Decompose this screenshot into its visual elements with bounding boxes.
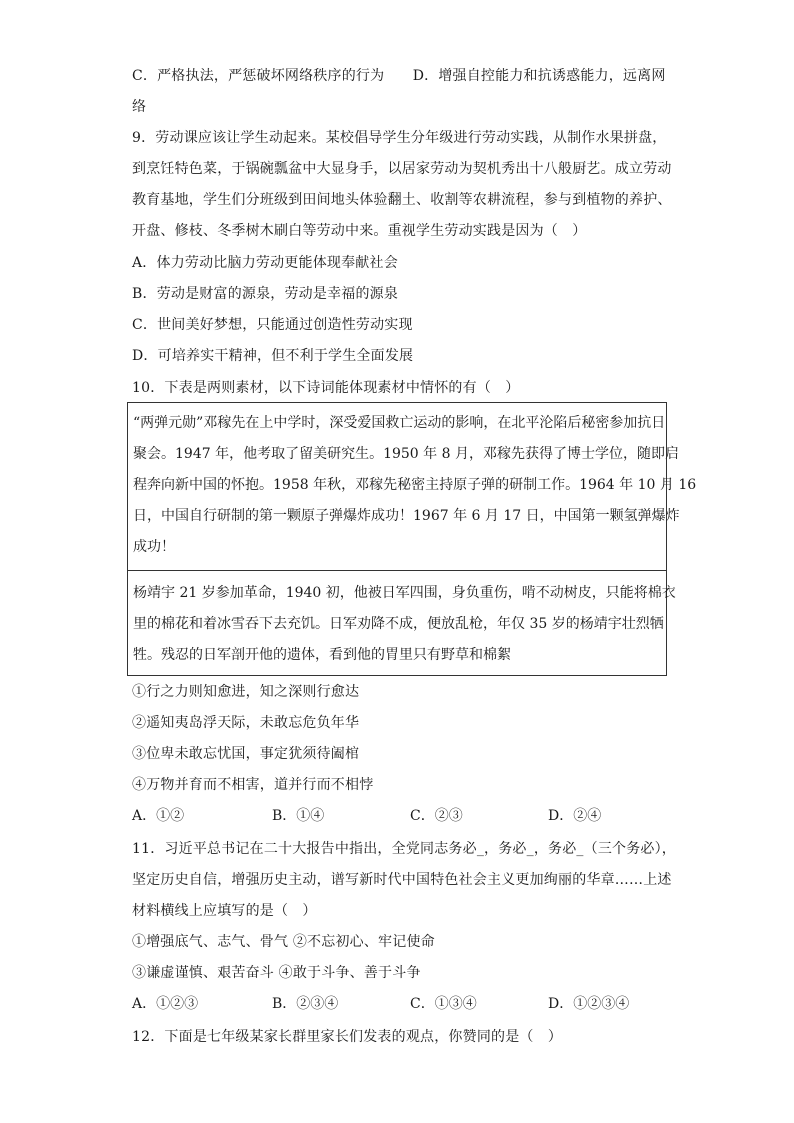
q9-option-a: A．体力劳动比脑力劳动更能体现奉献社会 <box>132 255 398 271</box>
q11-stem-3: 材料横线上应填写的是（ ） <box>132 903 317 919</box>
material-1-line: 成功！ <box>133 539 175 555</box>
table-divider <box>128 570 666 571</box>
q11-items-1-2: ①增强底气、志气、骨气 ②不忘初心、牢记使命 <box>132 934 435 950</box>
material-2-line: 杨靖宇 21 岁参加革命，1940 初，他被日军四围，身负重伤，啃不动树皮，只能将棉衣 <box>133 585 676 601</box>
q9-option-b: B．劳动是财富的源泉，劳动是幸福的源泉 <box>132 286 399 302</box>
q11-option-a[interactable]: A．①②③ <box>132 996 199 1012</box>
q10-item-2: ②遥知夷岛浮天际，未敢忘危负年华 <box>132 715 360 731</box>
q9-option-d: D．可培养实干精神，但不利于学生全面发展 <box>132 348 414 364</box>
material-1-line: 日，中国自行研制的第一颗原子弹爆炸成功！1967 年 6 月 17 日，中国第一颗氢弹爆炸 <box>133 508 680 524</box>
q10-option-b[interactable]: B．①④ <box>272 808 325 824</box>
q9-stem-1: 9．劳动课应该让学生动起来。某校倡导学生分年级进行劳动实践，从制作水果拼盘， <box>132 130 667 146</box>
q11-stem-2: 坚定历史自信，增强历史主动，谱写新时代中国特色社会主义更加绚丽的华章……上述 <box>132 872 672 888</box>
q12-stem: 12．下面是七年级某家长群里家长们发表的观点，你赞同的是（ ） <box>132 1029 563 1045</box>
q10-item-3: ③位卑未敢忘忧国，事定犹须待阖棺 <box>132 746 360 762</box>
q10-option-a[interactable]: A．①② <box>132 808 185 824</box>
q9-stem-4: 开盘、修枝、冬季树木刷白等劳动中来。重视学生劳动实践是因为（ ） <box>132 223 587 239</box>
q10-option-d[interactable]: D．②④ <box>548 808 602 824</box>
q11-option-c[interactable]: C．①③④ <box>410 996 477 1012</box>
q10-option-c[interactable]: C．②③ <box>410 808 463 824</box>
material-1-line: 程奔向新中国的怀抱。1958 年秋，邓稼先秘密主持原子弹的研制工作。1964 年 10 月 16 <box>133 477 697 493</box>
q11-option-d[interactable]: D．①②③④ <box>548 996 630 1012</box>
q10-item-1: ①行之力则知愈进，知之深则行愈达 <box>132 684 360 700</box>
q11-items-3-4: ③谦虚谨慎、艰苦奋斗 ④敢于斗争、善于斗争 <box>132 965 421 981</box>
q11-stem-1: 11．习近平总书记在二十大报告中指出，全党同志务必_，务必_，务必_（三个务必）， <box>132 841 677 857</box>
q10-options <box>132 806 652 826</box>
q9-stem-3: 教育基地，学生们分班级到田间地头体验翻土、收割等农耕流程，参与到植物的养护、 <box>132 192 672 208</box>
material-table <box>127 402 697 676</box>
q9-stem-2: 到烹饪特色菜，于锅碗瓢盆中大显身手，以居家劳动为契机秀出十八般厨艺。成立劳动 <box>132 161 672 177</box>
q8-option-c-d: C．严格执法，严惩破坏网络秩序的行为 D．增强自控能力和抗诱惑能力，远离网 <box>132 68 666 84</box>
q8-option-d-cont: 络 <box>132 99 147 115</box>
q11-option-b[interactable]: B．②③④ <box>272 996 339 1012</box>
q10-stem: 10．下表是两则素材，以下诗词能体现素材中情怀的有（ ） <box>132 380 520 396</box>
material-1-line: “两弹元勋”邓稼先在上中学时，深受爱国救亡运动的影响，在北平沦陷后秘密参加抗日 <box>133 415 666 431</box>
q10-item-4: ④万物并育而不相害，道并行而不相悖 <box>132 777 374 793</box>
q11-options <box>132 994 652 1014</box>
material-1-line: 聚会。1947 年，他考取了留美研究生。1950 年 8 月，邓稼先获得了博士学位，随即启 <box>133 446 679 462</box>
q9-option-c: C．世间美好梦想，只能通过创造性劳动实现 <box>132 317 413 333</box>
material-2-line: 里的棉花和着冰雪吞下去充饥。日军劝降不成，便放乱枪，年仅 35 岁的杨靖宇壮烈牺 <box>133 616 664 632</box>
material-2-line: 牲。残忍的日军剖开他的遗体，看到他的胃里只有野草和棉絮 <box>133 647 511 663</box>
